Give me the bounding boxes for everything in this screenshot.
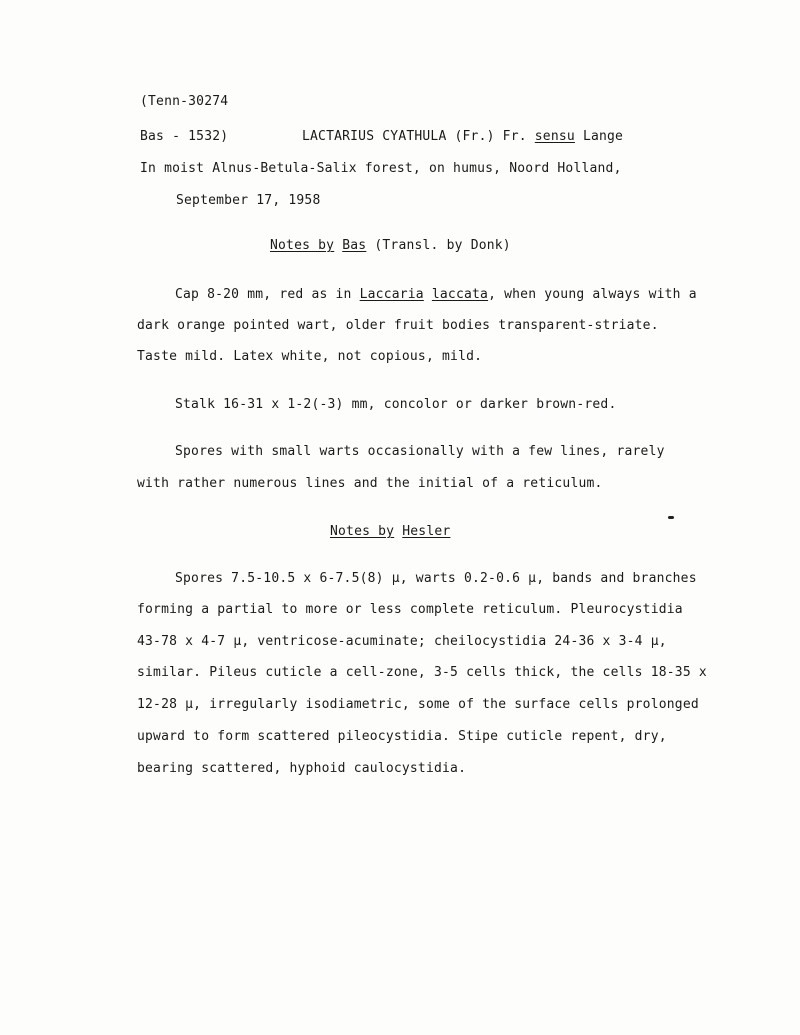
spores-line-2: with rather numerous lines and the initial of a reticulum. xyxy=(137,476,603,491)
bas-heading-prefix: Notes by xyxy=(270,238,335,253)
collection-date: September 17, 1958 xyxy=(176,193,321,208)
reference-genus: Laccaria xyxy=(359,287,424,302)
cap-text-a: Cap 8-20 mm, red as in xyxy=(175,287,352,302)
hesler-line-2: forming a partial to more or less complete reticulum. Pleurocystidia xyxy=(137,602,683,617)
collector-number: Bas - 1532) xyxy=(140,129,229,144)
hesler-heading-name: Hesler xyxy=(402,524,451,539)
stray-ink-mark xyxy=(668,516,674,519)
hesler-line-6: upward to form scattered pileocystidia. Stipe cuticle repent, dry, xyxy=(137,729,667,744)
cap-text-b: , when young always with a xyxy=(488,287,697,302)
cap-description-line-1 xyxy=(175,287,697,303)
spores-line-1: Spores with small warts occasionally with a few lines, rarely xyxy=(175,444,665,459)
cap-description-line-3: Taste mild. Latex white, not copious, mild. xyxy=(137,349,483,364)
accession-number: (Tenn-30274 xyxy=(140,94,229,109)
stalk-description: Stalk 16-31 x 1-2(-3) mm, concolor or darker brown-red. xyxy=(175,397,617,412)
reference-epithet: laccata xyxy=(431,287,489,302)
species-name: LACTARIUS CYATHULA (Fr.) Fr. xyxy=(302,129,527,144)
habitat-line: In moist Alnus-Betula-Salix forest, on humus, Noord Holland, xyxy=(140,161,622,176)
species-name-line xyxy=(302,129,623,145)
cap-description-line-2: dark orange pointed wart, older fruit bodies transparent-striate. xyxy=(137,318,659,333)
bas-heading-suffix: (Transl. by Donk) xyxy=(374,238,511,253)
hesler-line-3: 43-78 x 4-7 μ, ventricose-acuminate; cheilocystidia 24-36 x 3-4 μ, xyxy=(137,634,667,649)
hesler-line-7: bearing scattered, hyphoid caulocystidia. xyxy=(137,761,467,776)
hesler-line-4: similar. Pileus cuticle a cell-zone, 3-5 cells thick, the cells 18-35 x xyxy=(137,665,707,680)
hesler-line-5: 12-28 μ, irregularly isodiametric, some of the surface cells prolonged xyxy=(137,697,699,712)
hesler-heading-prefix: Notes by xyxy=(330,524,395,539)
hesler-notes-heading xyxy=(330,524,450,540)
bas-heading-name: Bas xyxy=(342,238,367,253)
sensu-term: sensu xyxy=(534,129,575,144)
bas-notes-heading xyxy=(270,238,511,254)
hesler-line-1: Spores 7.5-10.5 x 6-7.5(8) μ, warts 0.2-0.6 μ, bands and branches xyxy=(175,571,697,586)
authority: Lange xyxy=(582,129,624,144)
